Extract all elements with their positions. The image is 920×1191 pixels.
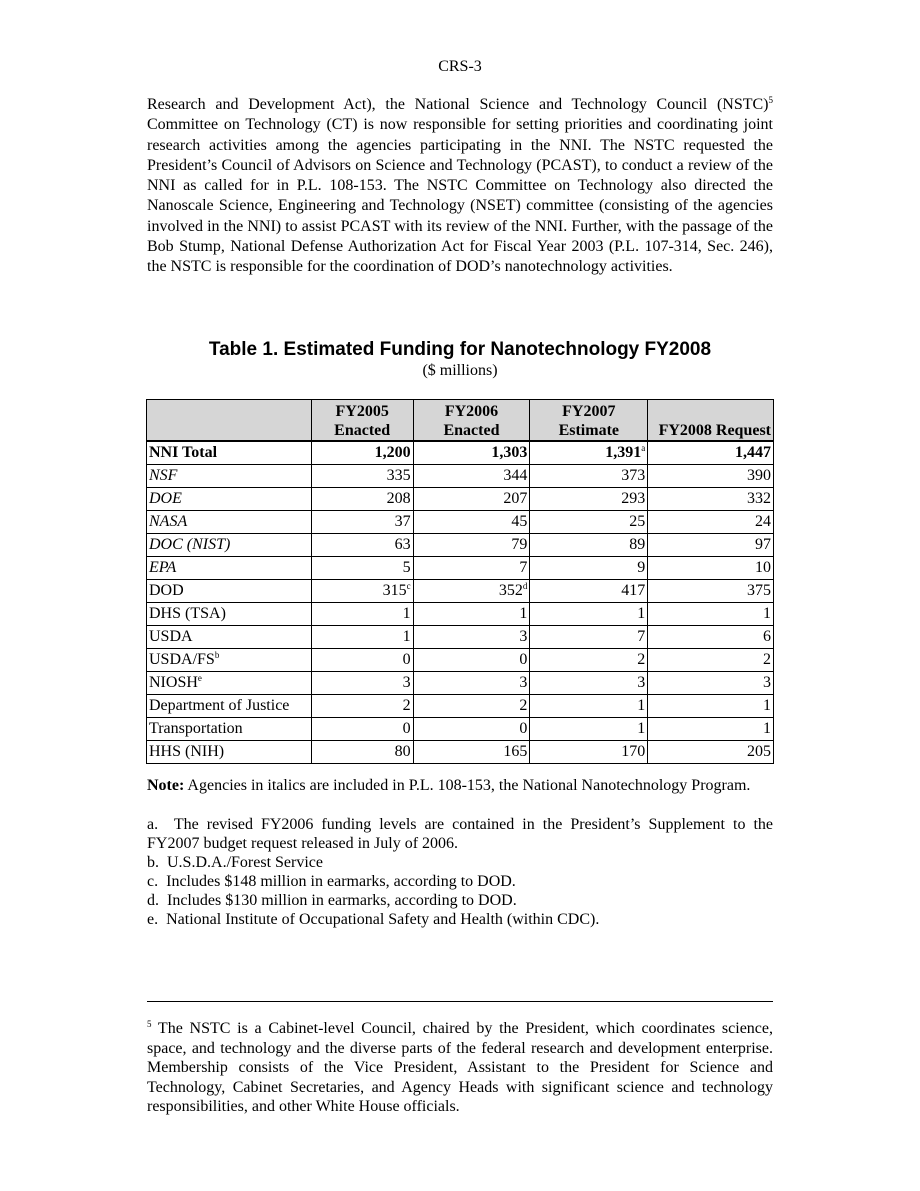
table-row xyxy=(147,626,774,649)
table-row xyxy=(147,465,774,488)
fy2005-cell: 80 xyxy=(311,741,413,764)
fy2006-cell: 3 xyxy=(413,672,530,695)
fy2006-cell: 344 xyxy=(413,465,530,488)
page-header: CRS-3 xyxy=(438,58,482,75)
fy2008-cell: 2 xyxy=(648,649,774,672)
fy2008-cell: 1 xyxy=(648,603,774,626)
note-text: Agencies in italics are included in P.L. 108-153, the National Nanotechnology Program. xyxy=(184,777,751,794)
header-fy2008: FY2008 Request xyxy=(648,400,774,442)
agency-cell: NSF xyxy=(147,465,312,488)
table-row xyxy=(147,672,774,695)
footnote-marker[interactable]: 5 xyxy=(768,95,773,105)
footnote-d: d. Includes $130 million in earmarks, according to DOD. xyxy=(147,892,517,909)
intro-text-part1: Research and Development Act), the National Science and Technology Council (NSTC) xyxy=(147,96,769,113)
fy2008-cell: 97 xyxy=(648,534,774,557)
header-fy2005: FY2005 Enacted xyxy=(311,400,413,442)
table-row xyxy=(147,580,774,603)
fy2007-cell: 1 xyxy=(530,695,648,718)
page-footnote-text: The NSTC is a Cabinet-level Council, chaired by the President, which coordinates science, space, and technology and the diverse parts of the federal research and development enterprise. Membership consists of the Vice President, Assistant to the President for Science and Technology, Cabinet Secretaries, and Agency Heads with significant science and technology responsibilities, and other White House officials. xyxy=(147,1020,773,1115)
fy2007-cell: 1 xyxy=(530,718,648,741)
funding-table xyxy=(146,399,774,764)
agency-cell: NASA xyxy=(147,511,312,534)
agency-cell: NNI Total xyxy=(147,441,312,465)
agency-cell: Department of Justice xyxy=(147,695,312,718)
footnote-a-text: The revised FY2006 funding levels are contained in the President’s Supplement to the FY2007 budget request released in July of 2006. xyxy=(147,816,773,852)
fy2006-cell: 352$^d$ xyxy=(413,580,530,603)
fy2007-cell: 170 xyxy=(530,741,648,764)
table-row xyxy=(147,603,774,626)
intro-text-part2: Committee on Technology (CT) is now responsible for setting priorities and coordinating joint research activities among the agencies participating in the NNI. The NSTC requested the President’s Council of Advisors on Science and Technology (PCAST), to conduct a review of the NNI as called for in P.L. 108-153. The NSTC Committee on Technology also directed the Nanoscale Science, Engineering and Technology (NSET) committee (consisting of the agencies involved in the NNI) to assist PCAST with its review of the NNI. Further, with the passage of the Bob Stump, National Defense Authorization Act for Fiscal Year 2003 (P.L. 107-314, Sec. 246), the NSTC is responsible for the coordination of DOD’s nanotechnology activities. xyxy=(147,116,773,276)
fy2006-cell: 79 xyxy=(413,534,530,557)
fy2007-cell: 89 xyxy=(530,534,648,557)
agency-cell: DOE xyxy=(147,488,312,511)
table-row xyxy=(147,557,774,580)
agency-cell: DOC (NIST) xyxy=(147,534,312,557)
table-note xyxy=(147,776,773,796)
table-footnotes xyxy=(147,815,773,929)
fy2005-cell: 63 xyxy=(311,534,413,557)
table-row xyxy=(147,441,774,465)
fy2008-cell: 24 xyxy=(648,511,774,534)
fy2006-cell: 207 xyxy=(413,488,530,511)
fy2006-cell: 1 xyxy=(413,603,530,626)
footnote-b: b. U.S.D.A./Forest Service xyxy=(147,854,323,871)
fy2006-cell: 2 xyxy=(413,695,530,718)
fy2008-cell: 375 xyxy=(648,580,774,603)
fy2007-cell: 3 xyxy=(530,672,648,695)
table-row xyxy=(147,718,774,741)
page-footnote-5 xyxy=(147,1019,773,1117)
agency-cell: USDA/$FS^b$ xyxy=(147,649,312,672)
footnote-c: c. Includes $148 million in earmarks, according to DOD. xyxy=(147,873,516,890)
fy2005-cell: 1,200 xyxy=(311,441,413,465)
fy2006-cell: 1,303 xyxy=(413,441,530,465)
agency-cell: NIOSH$^e$ xyxy=(147,672,312,695)
fy2005-cell: 208 xyxy=(311,488,413,511)
fy2007-cell: 1 xyxy=(530,603,648,626)
footnote-divider xyxy=(147,1001,773,1002)
fy2005-cell: 335 xyxy=(311,465,413,488)
fy2008-cell: 3 xyxy=(648,672,774,695)
footnote-a: a. The revised FY2006 funding levels are contained in the President’s Supplement to the FY2007 budget request released in July of 2006. xyxy=(147,816,773,852)
fy2005-cell: 1 xyxy=(311,603,413,626)
fy2007-cell: 417 xyxy=(530,580,648,603)
agency-cell: Transportation xyxy=(147,718,312,741)
fy2005-cell: 1 xyxy=(311,626,413,649)
fy2007-cell: 1,391$^a$ xyxy=(530,441,648,465)
table-row xyxy=(147,511,774,534)
agency-cell: DHS (TSA) xyxy=(147,603,312,626)
agency-cell: USDA xyxy=(147,626,312,649)
fy2005-cell: 0 xyxy=(311,718,413,741)
fy2008-cell: 205 xyxy=(648,741,774,764)
header-fy2006: FY2006 Enacted xyxy=(413,400,530,442)
fy2005-cell: 5 xyxy=(311,557,413,580)
fy2007-cell: 293 xyxy=(530,488,648,511)
table-header-row xyxy=(147,400,774,442)
fy2006-cell: 0 xyxy=(413,718,530,741)
fy2006-cell: 0 xyxy=(413,649,530,672)
fy2008-cell: 10 xyxy=(648,557,774,580)
note-label: Note: xyxy=(147,777,185,794)
fy2006-cell: 45 xyxy=(413,511,530,534)
footnote-e: e. National Institute of Occupational Safety and Health (within CDC). xyxy=(147,911,600,928)
fy2005-cell: 2 xyxy=(311,695,413,718)
fy2008-cell: 390 xyxy=(648,465,774,488)
fy2008-cell: 6 xyxy=(648,626,774,649)
fy2006-cell: 165 xyxy=(413,741,530,764)
table-row xyxy=(147,488,774,511)
table-row xyxy=(147,741,774,764)
fy2008-cell: 1,447 xyxy=(648,441,774,465)
table-title: Table 1. Estimated Funding for Nanotechnology FY2008 xyxy=(208,339,712,360)
header-agency xyxy=(147,400,312,442)
fy2007-cell: 9 xyxy=(530,557,648,580)
header-fy2007: FY2007 Estimate xyxy=(530,400,648,442)
fy2005-cell: 315$^c$ xyxy=(311,580,413,603)
fy2007-cell: 2 xyxy=(530,649,648,672)
fy2005-cell: 3 xyxy=(311,672,413,695)
fy2005-cell: 0 xyxy=(311,649,413,672)
page-footnote-marker: 5 xyxy=(147,1019,152,1029)
fy2008-cell: 332 xyxy=(648,488,774,511)
table-row xyxy=(147,649,774,672)
agency-cell: HHS (NIH) xyxy=(147,741,312,764)
fy2007-cell: 25 xyxy=(530,511,648,534)
fy2007-cell: 373 xyxy=(530,465,648,488)
fy2005-cell: 37 xyxy=(311,511,413,534)
fy2008-cell: 1 xyxy=(648,695,774,718)
fy2006-cell: 7 xyxy=(413,557,530,580)
fy2008-cell: 1 xyxy=(648,718,774,741)
agency-cell: EPA xyxy=(147,557,312,580)
table-subtitle: ($ millions) xyxy=(422,362,498,379)
agency-cell: DOD xyxy=(147,580,312,603)
table-row xyxy=(147,534,774,557)
fy2006-cell: 3 xyxy=(413,626,530,649)
table-row xyxy=(147,695,774,718)
intro-paragraph xyxy=(147,95,773,278)
fy2007-cell: 7 xyxy=(530,626,648,649)
